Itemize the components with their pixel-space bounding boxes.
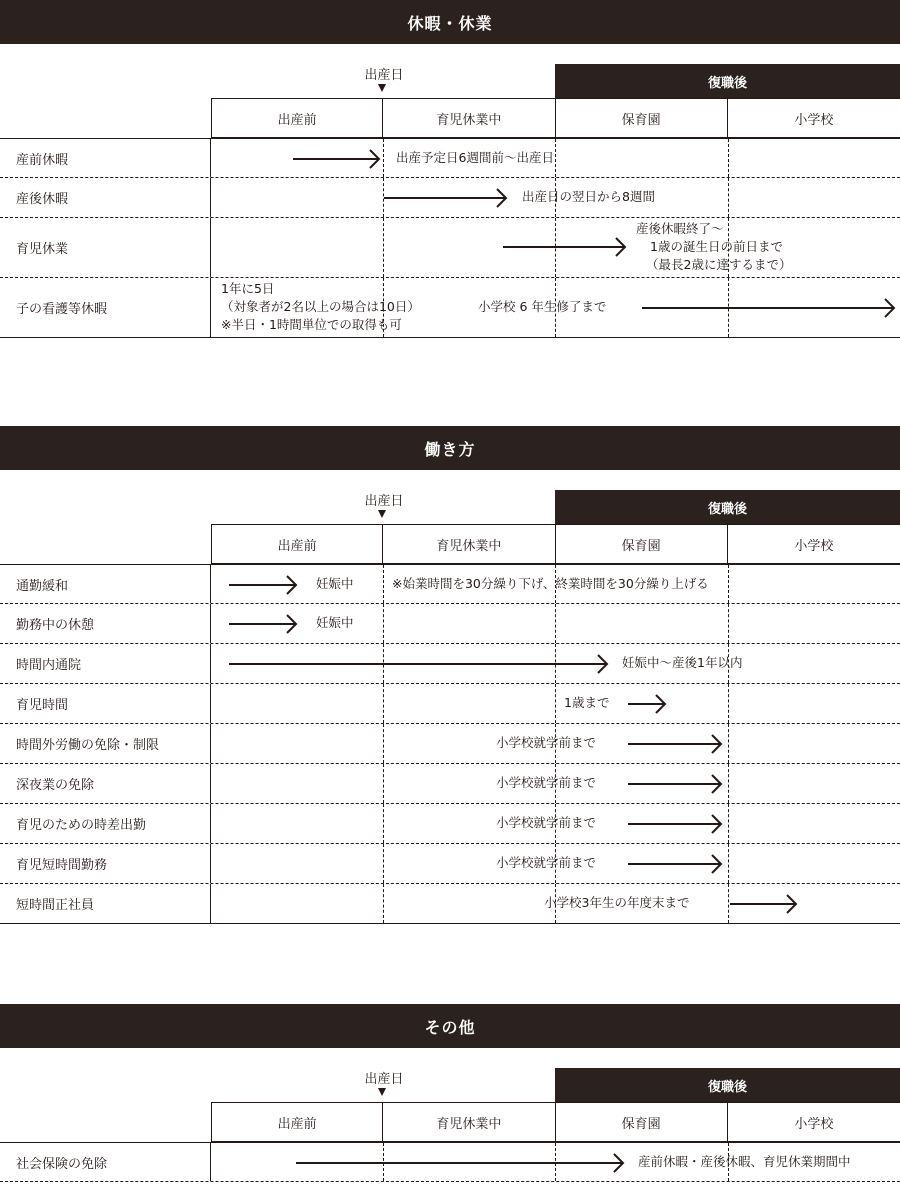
row-note: 小学校就学前まで [496,775,597,790]
table-row [0,138,900,178]
col-elementary: 小学校 [794,112,834,128]
section-work-style [0,426,900,926]
table-row [0,178,900,218]
section-title: その他 [0,1004,900,1048]
table-row [0,278,900,338]
row-label: 産後休暇 [0,178,211,217]
row-note: 妊娠中 [316,576,354,591]
row-label: 社会保険の免除 [0,1143,211,1181]
table-row [0,604,900,644]
row-note: 出産予定日6週間前～出産日 [396,150,554,165]
row-note-line: 産後休暇終了～ [636,221,724,236]
table-row [0,218,900,278]
row-note: 妊娠中～産後1年以内 [622,655,743,670]
row-note-line: 1歳の誕生日の前日まで [650,239,783,254]
row-note: 小学校 6 年生修了まで [478,299,607,314]
birth-day-label: 出産日 [364,494,404,509]
birth-day-label: 出産日 [364,1072,404,1087]
col-nursery: 保育園 [556,99,728,137]
table-row [0,884,900,924]
col-nursery: 保育園 [556,525,728,563]
return-to-work-header: 復職後 [555,1068,900,1102]
column-header-row [211,1102,900,1142]
row-note: 1歳まで [564,695,610,710]
row-label: 時間内通院 [0,644,211,683]
row-label: 育児時間 [0,684,211,723]
column-header-row [211,98,900,138]
work-rows [0,564,900,924]
col-before-birth: 出産前 [211,1103,383,1141]
row-label: 育児休業 [0,218,211,277]
row-label: 子の看護等休暇 [0,278,211,337]
leave-rows [0,138,900,338]
col-childcare-leave: 育児休業中 [383,99,555,137]
section-title: 働き方 [0,426,900,470]
birth-day-marker-icon [378,510,386,518]
row-note: 産前休暇・産後休暇、育児休業期間中 [638,1154,851,1169]
row-label: 短時間正社員 [0,884,211,923]
row-label: 深夜業の免除 [0,764,211,803]
col-before-birth: 出産前 [211,99,383,137]
table-row [0,684,900,724]
table-row [0,564,900,604]
table-row [0,764,900,804]
row-label: 育児のための時差出勤 [0,804,211,843]
row-note-line: ※半日・1時間単位での取得も可 [221,317,402,332]
row-label: 育児短時間勤務 [0,844,211,883]
birth-day-marker-icon [378,84,386,92]
table-row [0,1142,900,1182]
return-to-work-header: 復職後 [555,64,900,98]
birth-day-marker-icon [378,1088,386,1096]
table-row [0,644,900,684]
birth-day-label: 出産日 [364,68,404,83]
row-label: 時間外労働の免除・制限 [0,724,211,763]
other-rows [0,1142,900,1182]
row-note-line: （対象者が2名以上の場合は10日） [221,299,420,314]
table-row [0,844,900,884]
row-note: ※始業時間を30分繰り下げ、終業時間を30分繰り上げる [392,576,709,591]
col-childcare-leave: 育児休業中 [383,1103,555,1141]
section-title: 休暇・休業 [0,0,900,44]
section-leave [0,0,900,345]
row-note: 小学校就学前まで [496,735,597,750]
section-other [0,1004,900,1199]
table-row [0,804,900,844]
row-note: 妊娠中 [316,615,354,630]
col-before-birth: 出産前 [211,525,383,563]
col-elementary: 小学校 [794,538,834,554]
row-note: 小学校3年生の年度末まで [544,895,690,910]
row-note-line: （最長2歳に達するまで） [646,257,792,272]
row-note: 出産日の翌日から8週間 [522,189,655,204]
row-note-line: 1年に5日 [221,281,275,296]
row-label: 産前休暇 [0,139,211,177]
column-header-row [211,524,900,564]
col-nursery: 保育園 [556,1103,728,1141]
row-label: 勤務中の休憩 [0,604,211,643]
col-elementary: 小学校 [794,1116,834,1132]
row-note: 小学校就学前まで [496,815,597,830]
table-row [0,724,900,764]
return-to-work-header: 復職後 [555,490,900,524]
col-childcare-leave: 育児休業中 [383,525,555,563]
row-label: 通勤緩和 [0,565,211,603]
row-note: 小学校就学前まで [496,855,597,870]
